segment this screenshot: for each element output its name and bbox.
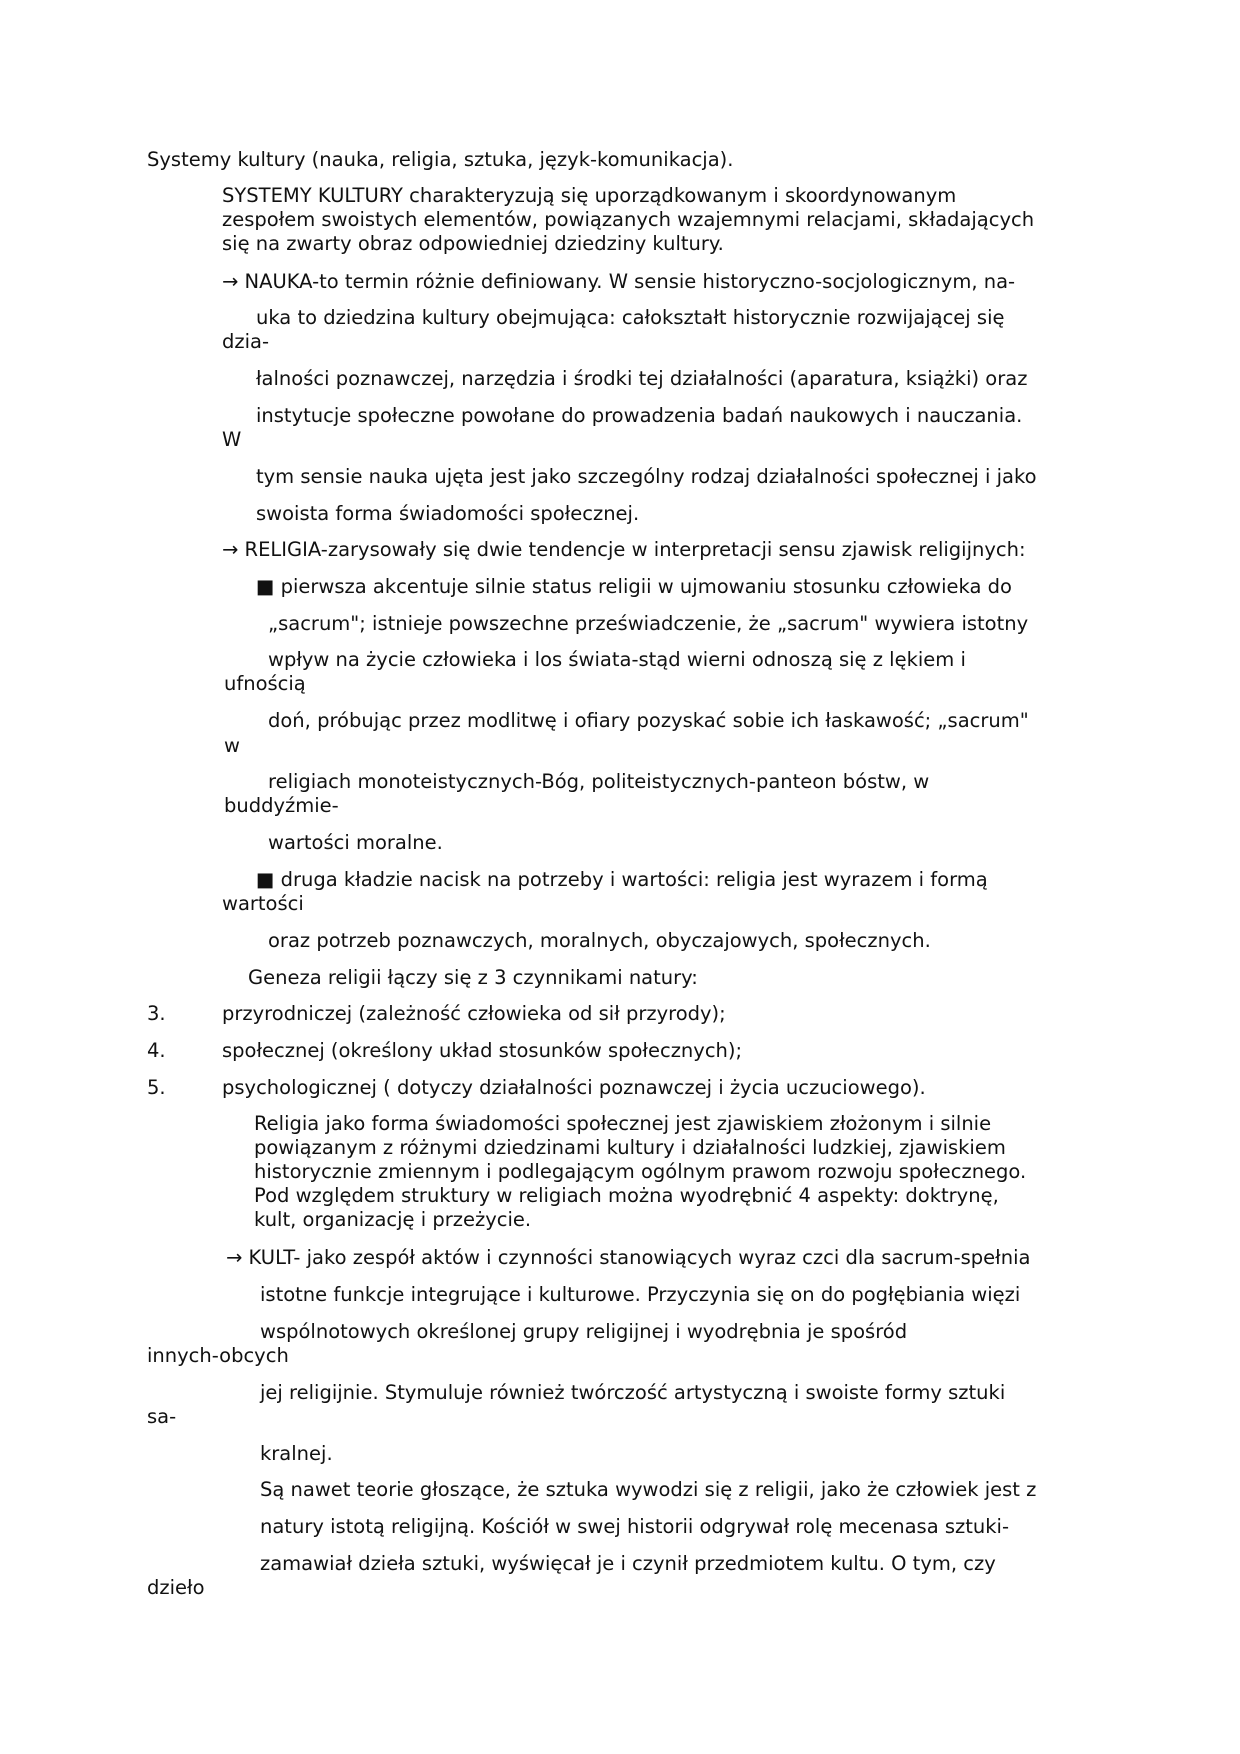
religia-line: → RELIGIA-zarysowały się dwie tendencje w interpretacji sensu zjawisk religijnych: xyxy=(222,538,1026,561)
kult-line: wspólnotowych określonej grupy religijnej i wyodrębnia je spośród xyxy=(260,1320,908,1343)
religia-line: wartości moralne. xyxy=(268,831,443,854)
religia-line: ufnością xyxy=(224,672,306,695)
nauka-line: swoista forma świadomości społecznej. xyxy=(256,502,640,525)
religia-line: w xyxy=(224,734,240,757)
religia-bullet-line: ■ pierwsza akcentuje silnie status religii w ujmowaniu stosunku człowieka do xyxy=(256,575,1012,598)
religia-line: oraz potrzeb poznawczych, moralnych, obyczajowych, społecznych. xyxy=(268,929,931,952)
kult-line: natury istotą religijną. Kościół w swej historii odgrywał rolę mecenasa sztuki- xyxy=(260,1515,1009,1538)
nauka-line: uka to dziedzina kultury obejmująca: całokształt historycznie rozwijającej się xyxy=(256,306,1005,329)
intro-line: zespołem swoistych elementów, powiązanych wzajemnymi relacjami, składających xyxy=(222,208,1035,231)
religia-bullet-line: ■ druga kładzie nacisk na potrzeby i wartości: religia jest wyrazem i formą xyxy=(256,868,988,891)
nauka-line: tym sensie nauka ujęta jest jako szczególny rodzaj działalności społecznej i jako xyxy=(256,465,1037,488)
religia2-line: Pod względem struktury w religiach można wyodrębnić 4 aspekty: doktrynę, xyxy=(254,1184,999,1207)
religia-line: wpływ na życie człowieka i los świata-stąd wierni odnoszą się z lękiem i xyxy=(268,648,966,671)
kult-line: innych-obcych xyxy=(147,1344,289,1367)
religia-line: „sacrum"; istnieje powszechne przeświadczenie, że „sacrum" wywiera istotny xyxy=(268,612,1029,635)
document-title: Systemy kultury (nauka, religia, sztuka, język-komunikacja). xyxy=(147,148,734,171)
religia-line: doń, próbując przez modlitwę i ofiary pozyskać sobie ich łaskawość; „sacrum" xyxy=(268,709,1029,732)
nauka-line: → NAUKA-to termin różnie definiowany. W sensie historyczno-socjologicznym, na- xyxy=(222,270,1016,293)
nauka-line: W xyxy=(222,428,242,451)
religia-line: buddyźmie- xyxy=(224,794,339,817)
kult-line: Są nawet teorie głoszące, że sztuka wywodzi się z religii, jako że człowiek jest z xyxy=(260,1478,1037,1501)
nauka-line: instytucje społeczne powołane do prowadzenia badań naukowych i nauczania. xyxy=(256,404,1023,427)
religia2-line: historycznie zmiennym i podlegającym ogólnym prawom rozwoju społecznego. xyxy=(254,1160,1027,1183)
religia2-line: Religia jako forma świadomości społecznej jest zjawiskiem złożonym i silnie xyxy=(254,1112,992,1135)
list-item: społecznej (określony układ stosunków społecznych); xyxy=(222,1039,743,1062)
kult-line: sa- xyxy=(147,1405,177,1428)
religia2-line: powiązanym z różnymi dziedzinami kultury i działalności ludzkiej, zjawiskiem xyxy=(254,1136,1006,1159)
religia-line: religiach monoteistycznych-Bóg, politeistycznych-panteon bóstw, w xyxy=(268,770,930,793)
list-number: 5. xyxy=(147,1076,166,1099)
list-item: przyrodniczej (zależność człowieka od sił przyrody); xyxy=(222,1002,726,1025)
religia-line: Geneza religii łączy się z 3 czynnikami natury: xyxy=(248,966,698,989)
list-number: 3. xyxy=(147,1002,166,1025)
kult-line: kralnej. xyxy=(260,1442,333,1465)
list-item: psychologicznej ( dotyczy działalności poznawczej i życia uczuciowego). xyxy=(222,1076,926,1099)
kult-line: zamawiał dzieła sztuki, wyświęcał je i czynił przedmiotem kultu. O tym, czy xyxy=(260,1552,996,1575)
nauka-line: łalności poznawczej, narzędzia i środki tej działalności (aparatura, książki) oraz xyxy=(256,367,1028,390)
kult-line: istotne funkcje integrujące i kulturowe. Przyczynia się on do pogłębiania więzi xyxy=(260,1283,1021,1306)
kult-line: → KULT- jako zespół aktów i czynności stanowiących wyraz czci dla sacrum-spełnia xyxy=(226,1246,1031,1269)
list-number: 4. xyxy=(147,1039,166,1062)
kult-line: dzieło xyxy=(147,1576,205,1599)
intro-line: się na zwarty obraz odpowiedniej dziedziny kultury. xyxy=(222,232,724,255)
nauka-line: dzia- xyxy=(222,330,270,353)
kult-line: jej religijnie. Stymuluje również twórczość artystyczną i swoiste formy sztuki xyxy=(260,1381,1006,1404)
religia-line: wartości xyxy=(222,892,304,915)
religia2-line: kult, organizację i przeżycie. xyxy=(254,1208,532,1231)
intro-line: SYSTEMY KULTURY charakteryzują się uporządkowanym i skoordynowanym xyxy=(222,184,957,207)
